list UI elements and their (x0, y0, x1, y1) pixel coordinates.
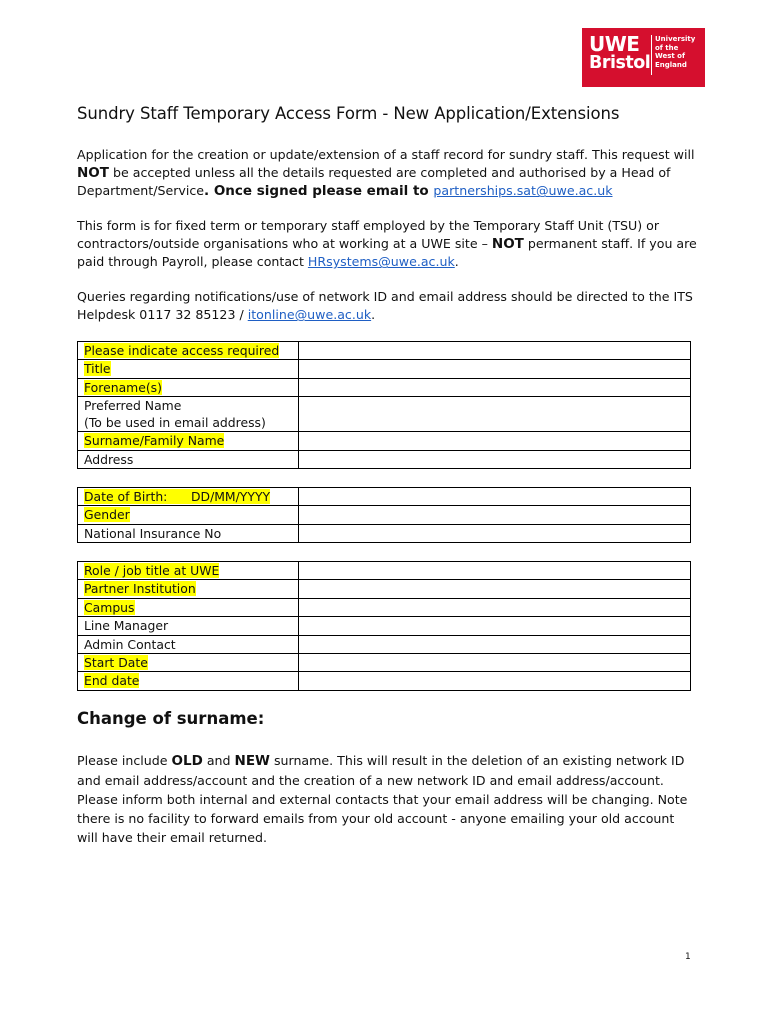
field-label (78, 672, 299, 690)
field-value-cell[interactable] (299, 580, 691, 598)
label-text: Title (84, 361, 111, 377)
field-value-cell[interactable] (299, 450, 691, 468)
not-emphasis: NOT (77, 165, 109, 182)
label-text: Line Manager (84, 618, 169, 634)
field-label (78, 562, 299, 580)
label-text: Preferred Name (84, 398, 182, 414)
logo-small-line: England (655, 60, 687, 69)
intro-paragraph-2 (77, 217, 697, 272)
field-value-cell[interactable] (299, 635, 691, 653)
table-row (78, 653, 691, 671)
old-emphasis: OLD (171, 753, 203, 769)
field-label (78, 378, 299, 396)
intro-text: be accepted unless all the details requested are completed and authorised by a Head of Department/Service (77, 165, 671, 199)
logo-small-line: University (655, 35, 696, 43)
intro-text: This form is for fixed term or temporary staff employed by the Temporary Staff Unit (TSU) or contractors/outside organisations who at working at a UWE site – (77, 218, 660, 252)
field-value-cell[interactable] (299, 360, 691, 378)
change-text: surname. This will result in the deletion of an existing network ID and email address/account and the creation of a new network ID and email address/account. Please inform both internal and external contacts that your email address will be changing. Note there is no facility to forward emails from your old account - anyone emailing your old account will have their email returned. (77, 753, 688, 845)
table-row (78, 397, 691, 432)
field-value-cell[interactable] (299, 342, 691, 360)
table-row (78, 506, 691, 524)
table-row (78, 617, 691, 635)
field-label (78, 360, 299, 378)
field-label (78, 524, 299, 542)
label-text: Admin Contact (84, 636, 176, 652)
logo-bristol-text: Bristol (589, 53, 651, 73)
field-value-cell[interactable] (299, 672, 691, 690)
change-text: and (202, 753, 235, 768)
change-of-surname-paragraph (77, 751, 697, 847)
logo-divider (651, 35, 652, 75)
field-value-cell[interactable] (299, 562, 691, 580)
field-label (78, 450, 299, 468)
table-row (78, 635, 691, 653)
logo-uwe-text: UWE (589, 32, 640, 56)
intro-paragraph-1 (77, 146, 697, 201)
intro-text: . (371, 307, 376, 323)
field-label (78, 635, 299, 653)
personal-details-table (77, 341, 691, 469)
table-row (78, 360, 691, 378)
field-value-cell[interactable] (299, 617, 691, 635)
logo-small-line: of the (655, 43, 679, 52)
field-value-cell[interactable] (299, 506, 691, 524)
table-row (78, 672, 691, 690)
field-value-cell[interactable] (299, 598, 691, 616)
field-label (78, 653, 299, 671)
email-instruction: . Once signed please email to (204, 183, 434, 200)
change-text: Please include (77, 753, 172, 768)
identity-details-table (77, 487, 691, 543)
table-row (78, 450, 691, 468)
table-row (78, 488, 691, 506)
page-number: 1 (685, 952, 691, 962)
label-text: Please indicate access required (84, 343, 280, 358)
role-details-table (77, 561, 691, 691)
intro-text: permanent staff. If you are paid through Payroll, please contact (77, 236, 697, 270)
table-row (78, 378, 691, 396)
new-emphasis: NEW (234, 753, 270, 769)
field-label (78, 432, 299, 450)
label-text: Forename(s) (84, 379, 162, 395)
field-label (78, 397, 299, 432)
logo-small-line: West of (655, 52, 686, 61)
label-subtext: (To be used in email address) (84, 415, 266, 431)
table-row (78, 598, 691, 616)
field-value-cell[interactable] (299, 378, 691, 396)
hrsystems-email-link[interactable]: HRsystems@uwe.ac.uk (307, 254, 455, 270)
label-text: National Insurance No (84, 525, 222, 541)
field-label (78, 598, 299, 616)
field-label (78, 580, 299, 598)
table-row (78, 580, 691, 598)
label-text: Surname/Family Name (84, 433, 225, 449)
change-of-surname-heading: Change of surname: (77, 709, 265, 728)
field-label (78, 488, 299, 506)
table-row (78, 524, 691, 542)
not-emphasis: NOT (491, 236, 524, 253)
intro-text: Application for the creation or update/extension of a staff record for sundry staff. This request will (77, 147, 695, 162)
field-label (78, 342, 299, 360)
intro-text: . (454, 254, 459, 270)
label-text: Partner Institution (84, 581, 196, 597)
field-value-cell[interactable] (299, 397, 691, 432)
intro-paragraph-3 (77, 288, 697, 324)
label-text: Role / job title at UWE (84, 563, 220, 578)
field-value-cell[interactable] (299, 432, 691, 450)
field-label (78, 506, 299, 524)
itonline-email-link[interactable]: itonline@uwe.ac.uk (247, 307, 372, 323)
label-text: Campus (84, 599, 135, 615)
logo-university-text (655, 35, 695, 69)
label-text: Date of Birth: DD/MM/YYYY (84, 489, 271, 504)
label-text: End date (84, 673, 140, 689)
field-label (78, 617, 299, 635)
label-text: Address (84, 451, 134, 467)
table-row (78, 562, 691, 580)
partnerships-email-link[interactable]: partnerships.sat@uwe.ac.uk (433, 183, 613, 199)
intro-text: Queries regarding notifications/use of network ID and email address should be directed to the ITS Helpdesk 0117 32 85123 / (77, 289, 693, 323)
label-text: Gender (84, 507, 130, 523)
table-row (78, 342, 691, 360)
uwe-bristol-logo (582, 28, 705, 87)
field-value-cell[interactable] (299, 653, 691, 671)
table-row (78, 432, 691, 450)
page-title: Sundry Staff Temporary Access Form - New Application/Extensions (77, 104, 620, 123)
field-value-cell[interactable] (299, 488, 691, 506)
field-value-cell[interactable] (299, 524, 691, 542)
label-text: Start Date (84, 654, 148, 670)
